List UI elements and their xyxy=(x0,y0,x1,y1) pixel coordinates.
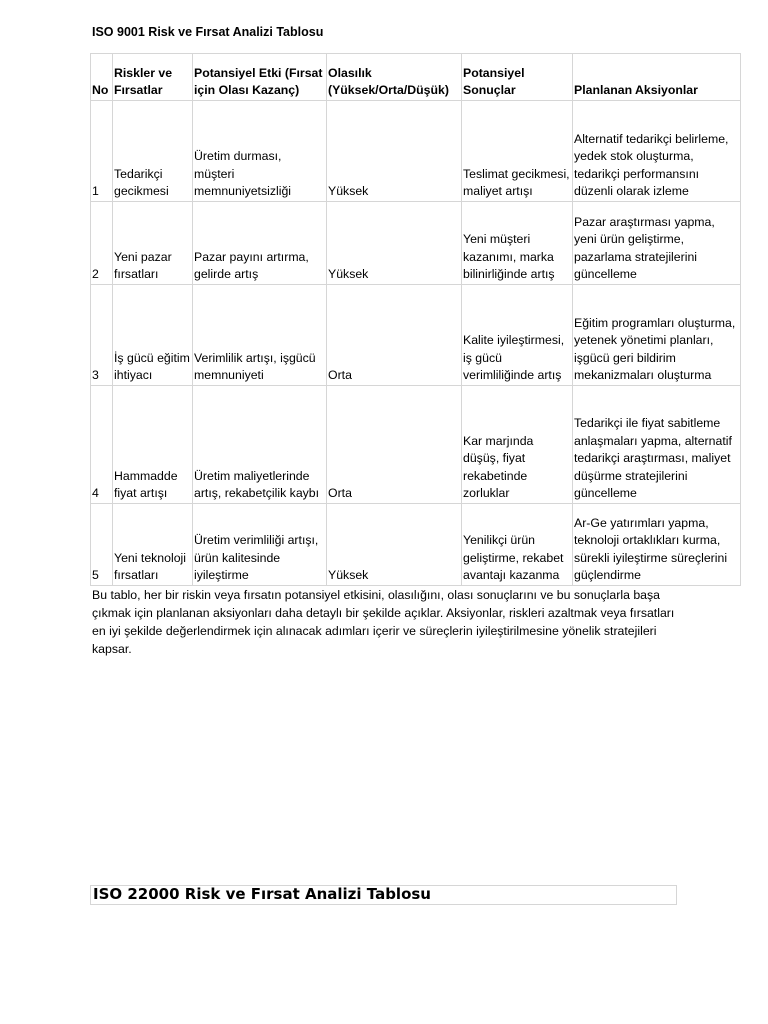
cell-action: Eğitim programları oluşturma, yetenek yönetimi planları, işgücü geri bildirim mekanizmaları oluşturma xyxy=(573,285,741,386)
cell-risk: İş gücü eğitim ihtiyacı xyxy=(113,285,193,386)
cell-no: 5 xyxy=(91,504,113,586)
cell-risk: Tedarikçi gecikmesi xyxy=(113,101,193,202)
cell-impact: Verimlilik artışı, işgücü memnuniyeti xyxy=(193,285,327,386)
header-actions: Planlanan Aksiyonlar xyxy=(573,54,741,101)
header-results: Potansiyel Sonuçlar xyxy=(462,54,573,101)
cell-action: Ar-Ge yatırımları yapma, teknoloji ortaklıkları kurma, sürekli iyileştirme süreçlerini güçlendirme xyxy=(573,504,741,586)
cell-probability: Yüksek xyxy=(327,504,462,586)
cell-impact: Üretim durması, müşteri memnuniyetsizliği xyxy=(193,101,327,202)
cell-probability: Orta xyxy=(327,386,462,504)
cell-no: 1 xyxy=(91,101,113,202)
cell-impact: Üretim verimliliği artışı, ürün kalitesinde iyileştirme xyxy=(193,504,327,586)
table-description: Bu tablo, her bir riskin veya fırsatın potansiyel etkisini, olasılığını, olası sonuçlarını ve bu sonuçlarla başa çıkmak için planlanan aksiyonları daha detaylı bir şekilde açıklar. Aksiyonlar, riskleri azaltmak veya fırsatları en iyi şekilde değerlendirmek için alınacak adımları içerir ve süreçlerin iyileştirilmesine yönelik stratejileri kapsar. xyxy=(92,588,675,656)
cell-action: Tedarikçi ile fiyat sabitleme anlaşmaları yapma, alternatif tedarikçi araştırması, maliyet düşürme stratejilerini güncelleme xyxy=(573,386,741,504)
section-heading: ISO 22000 Risk ve Fırsat Analizi Tablosu xyxy=(93,885,431,903)
header-impact: Potansiyel Etki (Fırsat için Olası Kazanç) xyxy=(193,54,327,101)
cell-result: Yenilikçi ürün geliştirme, rekabet avantajı kazanma xyxy=(462,504,573,586)
cell-result: Kar marjında düşüş, fiyat rekabetinde zorluklar xyxy=(462,386,573,504)
cell-result: Kalite iyileştirmesi, iş gücü verimliliğinde artış xyxy=(462,285,573,386)
cell-risk: Yeni teknoloji fırsatları xyxy=(113,504,193,586)
header-risks: Riskler ve Fırsatlar xyxy=(113,54,193,101)
table-header-row xyxy=(91,54,741,101)
document-title: ISO 9001 Risk ve Fırsat Analizi Tablosu xyxy=(92,25,324,39)
cell-probability: Orta xyxy=(327,285,462,386)
header-probability: Olasılık (Yüksek/Orta/Düşük) xyxy=(327,54,462,101)
table-row xyxy=(91,101,741,202)
cell-result: Teslimat gecikmesi, maliyet artışı xyxy=(462,101,573,202)
table-row xyxy=(91,285,741,386)
table-row xyxy=(91,504,741,586)
section-heading-box xyxy=(90,885,677,905)
cell-no: 4 xyxy=(91,386,113,504)
cell-probability: Yüksek xyxy=(327,202,462,285)
cell-action: Alternatif tedarikçi belirleme, yedek stok oluşturma, tedarikçi performansını düzenli olarak izleme xyxy=(573,101,741,202)
cell-probability: Yüksek xyxy=(327,101,462,202)
cell-result: Yeni müşteri kazanımı, marka bilinirliğinde artış xyxy=(462,202,573,285)
cell-impact: Üretim maliyetlerinde artış, rekabetçilik kaybı xyxy=(193,386,327,504)
cell-risk: Yeni pazar fırsatları xyxy=(113,202,193,285)
cell-no: 2 xyxy=(91,202,113,285)
table-row xyxy=(91,386,741,504)
risk-opportunity-table xyxy=(90,53,741,586)
cell-no: 3 xyxy=(91,285,113,386)
cell-risk: Hammadde fiyat artışı xyxy=(113,386,193,504)
cell-impact: Pazar payını artırma, gelirde artış xyxy=(193,202,327,285)
table-row xyxy=(91,202,741,285)
cell-action: Pazar araştırması yapma, yeni ürün geliştirme, pazarlama stratejilerini güncelleme xyxy=(573,202,741,285)
header-no: No xyxy=(91,54,113,101)
